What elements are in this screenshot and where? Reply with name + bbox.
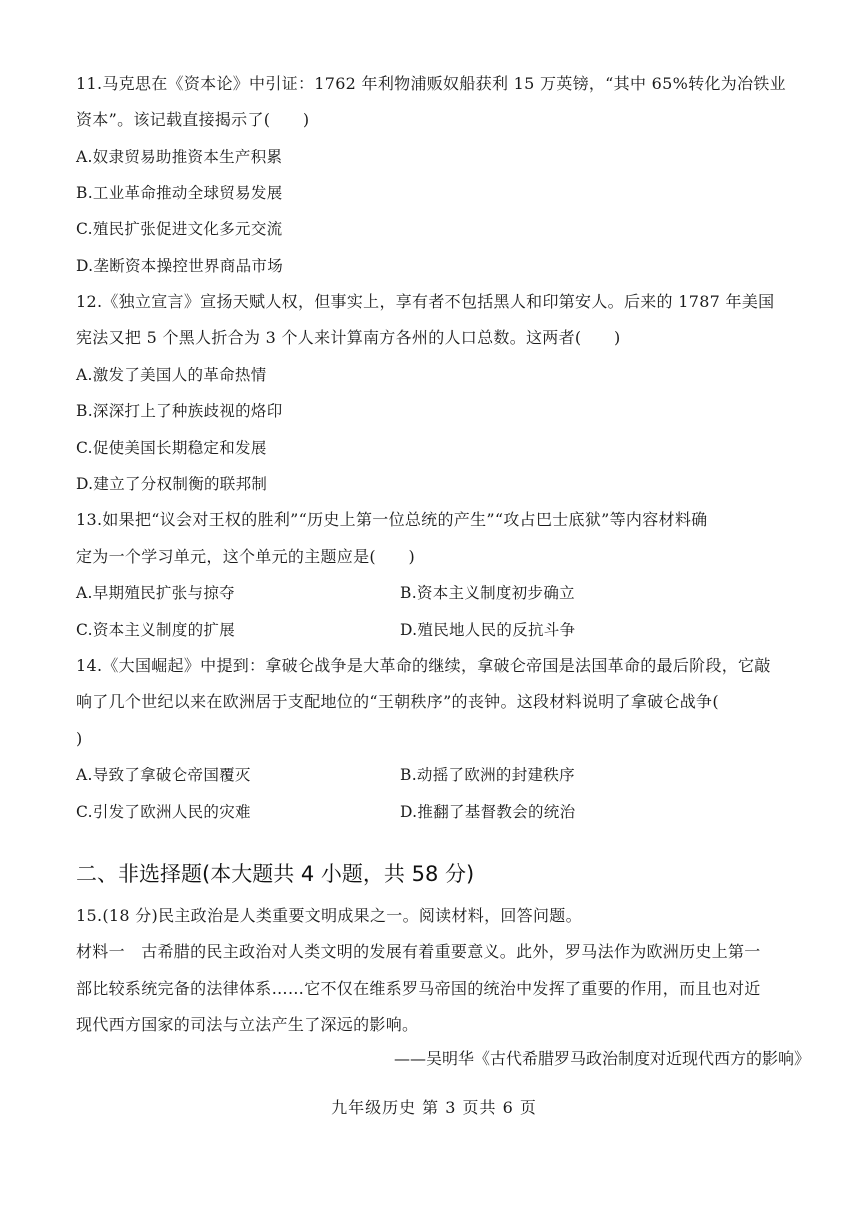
q12-stem-line2: 宪法又把 5 个黑人折合为 3 个人来计算南方各州的人口总数。这两者( ): [76, 328, 621, 347]
q15-material-line2: 部比较系统完备的法律体系……它不仅在维系罗马帝国的统治中发挥了重要的作用，而且也对近: [76, 979, 761, 998]
q14-option-d: D.推翻了基督教会的统治: [400, 803, 576, 821]
q14-option-b: B.动摇了欧洲的封建秩序: [400, 766, 575, 784]
section-title: 二、非选择题(本大题共 4 小题，共 58 分): [76, 862, 475, 886]
q15-stem: 15.(18 分)民主政治是人类重要文明成果之一。阅读材料，回答问题。: [76, 906, 582, 925]
q12-option-a: A.激发了美国人的革命热情: [76, 366, 267, 384]
q15-material-line3: 现代西方国家的司法与立法产生了深远的影响。: [76, 1015, 419, 1034]
q15-source-citation: ——吴明华《古代希腊罗马政治制度对近现代西方的影响》: [393, 1049, 810, 1068]
q13-stem-line2: 定为一个学习单元，这个单元的主题应是( ): [76, 547, 416, 566]
q12-option-b: B.深深打上了种族歧视的烙印: [76, 402, 283, 420]
q13-option-d: D.殖民地人民的反抗斗争: [400, 621, 576, 639]
q11-stem-line2: 资本”。该记载直接揭示了( ): [76, 110, 310, 129]
q14-option-a: A.导致了拿破仑帝国覆灭: [76, 766, 251, 784]
q14-stem-line3: ): [76, 729, 83, 748]
q11-stem-line1: 11.马克思在《资本论》中引证：1762 年利物浦贩奴船获利 15 万英镑，“其中 65%转化为冶铁业: [76, 74, 786, 93]
q12-option-c: C.促使美国长期稳定和发展: [76, 439, 267, 457]
page-footer: 九年级历史 第 3 页共 6 页: [331, 1098, 537, 1117]
q13-option-c: C.资本主义制度的扩展: [76, 621, 236, 639]
q11-option-a: A.奴隶贸易助推资本生产积累: [76, 148, 283, 166]
q12-stem-line1: 12.《独立宣言》宣扬天赋人权，但事实上，享有者不包括黑人和印第安人。后来的 1787 年美国: [76, 292, 775, 311]
q14-stem-line2: 响了几个世纪以来在欧洲居于支配地位的“王朝秩序”的丧钟。这段材料说明了拿破仑战争(: [76, 692, 719, 711]
q13-option-a: A.早期殖民扩张与掠夺: [76, 584, 235, 602]
q12-option-d: D.建立了分权制衡的联邦制: [76, 475, 268, 493]
q11-option-c: C.殖民扩张促进文化多元交流: [76, 220, 283, 238]
q14-option-c: C.引发了欧洲人民的灾难: [76, 803, 251, 821]
q13-option-b: B.资本主义制度初步确立: [400, 584, 575, 602]
q14-stem-line1: 14.《大国崛起》中提到：拿破仑战争是大革命的继续，拿破仑帝国是法国革命的最后阶段，它敲: [76, 656, 771, 675]
q11-option-b: B.工业革命推动全球贸易发展: [76, 184, 283, 202]
q15-material-line1: 材料一 古希腊的民主政治对人类文明的发展有着重要意义。此外，罗马法作为欧洲历史上第一: [76, 942, 761, 961]
q11-option-d: D.垄断资本操控世界商品市场: [76, 257, 284, 275]
q13-stem-line1: 13.如果把“议会对王权的胜利”“历史上第一位总统的产生”“攻占巴士底狱”等内容材料确: [76, 510, 708, 529]
